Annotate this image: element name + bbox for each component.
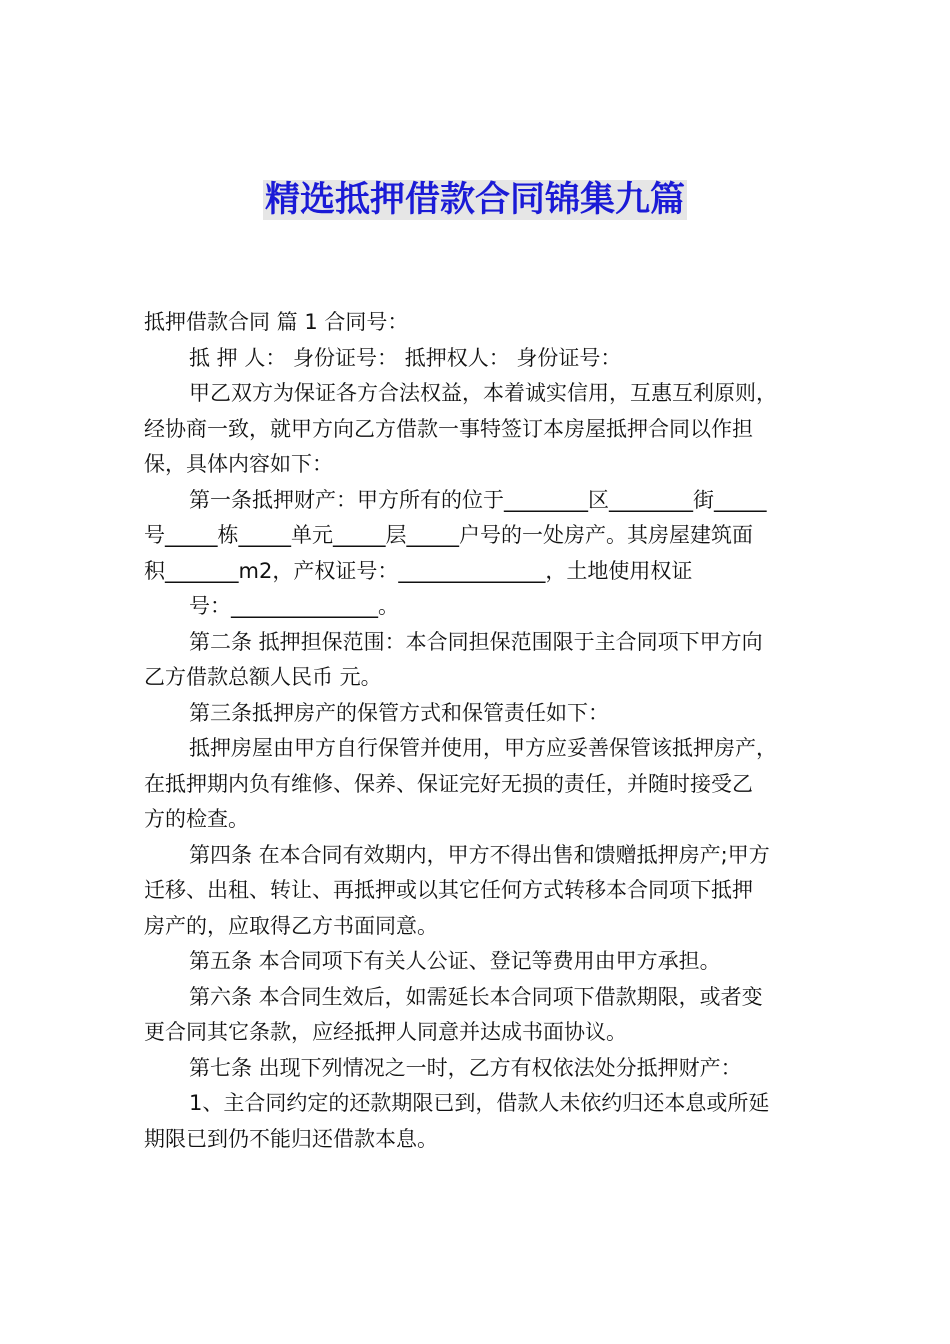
document-line: 第一条抵押财产：甲方所有的位于________区________街_____ bbox=[189, 487, 767, 512]
document-title bbox=[0, 176, 950, 224]
document-line: 号：______________。 bbox=[189, 594, 399, 618]
document-line: 号_____栋_____单元_____层_____户号的一处房产。其房屋建筑面 bbox=[144, 523, 753, 547]
document-line: 第五条 本合同项下有关人公证、登记等费用由甲方承担。 bbox=[189, 949, 721, 973]
document-body bbox=[144, 305, 810, 1157]
document-line: 第六条 本合同生效后，如需延长本合同项下借款期限，或者变 bbox=[189, 984, 763, 1009]
document-line: 乙方借款总额人民币 元。 bbox=[144, 665, 382, 689]
document-line: 房产的，应取得乙方书面同意。 bbox=[144, 913, 438, 938]
document-line: 第七条 出现下列情况之一时，乙方有权依法处分抵押财产： bbox=[189, 1055, 742, 1080]
document-title-text: 精选抵押借款合同锦集九篇 bbox=[264, 180, 685, 220]
document-line: 在抵押期内负有维修、保养、保证完好无损的责任，并随时接受乙 bbox=[144, 771, 753, 796]
document-line: 1、主合同约定的还款期限已到，借款人未依约归还本息或所延 bbox=[189, 1091, 770, 1115]
document-line: 第二条 抵押担保范围：本合同担保范围限于主合同项下甲方向 bbox=[189, 629, 763, 654]
document-line: 积_______m2，产权证号：______________，土地使用权证 bbox=[144, 558, 693, 583]
document-line: 更合同其它条款，应经抵押人同意并达成书面协议。 bbox=[144, 1020, 627, 1044]
document-line: 第三条抵押房产的保管方式和保管责任如下： bbox=[189, 700, 609, 725]
document-line: 方的检查。 bbox=[144, 807, 249, 831]
document-line: 保，具体内容如下： bbox=[144, 452, 333, 476]
document-line: 迁移、出租、转让、再抵押或以其它任何方式转移本合同项下抵押 bbox=[144, 878, 753, 902]
document-line: 抵押借款合同 篇 1 合同号： bbox=[144, 310, 409, 334]
document-line: 抵押房屋由甲方自行保管并使用，甲方应妥善保管该抵押房产， bbox=[189, 736, 777, 760]
document-line: 期限已到仍不能归还借款本息。 bbox=[144, 1126, 438, 1151]
document-line: 甲乙双方为保证各方合法权益，本着诚实信用，互惠互利原则， bbox=[189, 381, 777, 405]
document-line: 抵 押 人： 身份证号： 抵押权人： 身份证号： bbox=[189, 345, 622, 370]
document-line: 第四条 在本合同有效期内，甲方不得出售和馈赠抵押房产;甲方 bbox=[189, 842, 770, 867]
document-line: 经协商一致，就甲方向乙方借款一事特签订本房屋抵押合同以作担 bbox=[144, 416, 753, 441]
